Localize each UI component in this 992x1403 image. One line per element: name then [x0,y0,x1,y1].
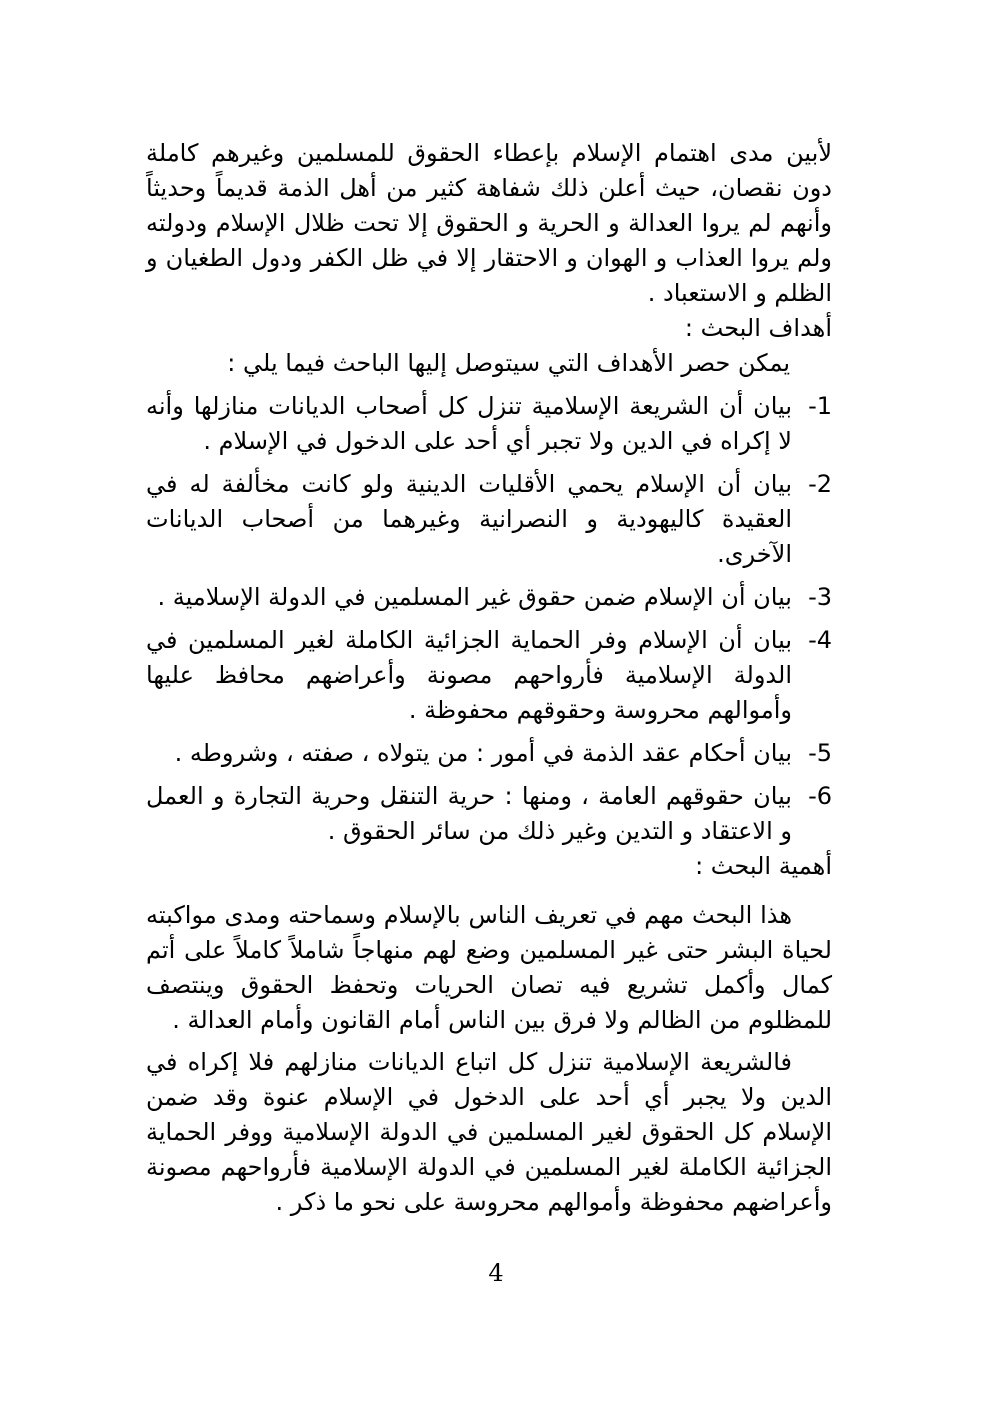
list-item-text: بيان أن الإسلام وفر الحماية الجزائية الكاملة لغير المسلمين في الدولة الإسلامية فأرواحهم مصونة وأعراضهم محافظ عليها وأموالهم محروسة وحقوقهم محفوظة . [146,626,792,724]
importance-heading: أهمية البحث : [695,852,832,880]
list-item [146,779,832,849]
list-item-text: بيان أن الإسلام يحمي الأقليات الدينية ولو كانت مخألفة له في العقيدة كاليهودية و النصرانية وغيرهما من أصحاب الديانات الآخرى. [146,470,792,568]
page-number: 4 [488,1259,504,1287]
list-item [146,389,832,459]
list-item-text: بيان أن الإسلام ضمن حقوق غير المسلمين في الدولة الإسلامية . [157,583,792,611]
list-item-number: -6 [808,782,832,810]
importance-paragraph: فالشريعة الإسلامية تنزل كل اتباع الديانات منازلهم فلا إكراه في الدين ولا يجبر أي أحد على الدخول في الإسلام عنوة وقد ضمن الإسلام كل الحقوق لغير المسلمين في الدولة الإسلامية ووفر الحماية الجزائية الكاملة لغير المسلمين في الدولة الإسلامية فأرواحهم مصونة وأعراضهم محفوظة وأموالهم محروسة على نحو ما ذكر . [146,1048,832,1216]
list-item [146,736,832,771]
document-body [146,136,832,1220]
intro-paragraph: لأبين مدى اهتمام الإسلام بإعطاء الحقوق للمسلمين وغيرهم كاملة دون نقصان، حيث أعلن ذلك شفاهة كثير من أهل الذمة قديماً وحديثاً وأنهم لم يروا العدالة و الحرية و الحقوق إلا تحت ظلال الإسلام ودولته ولم يروا العذاب و الهوان و الاحتقار إلا في ظل الكفر ودول الطغيان و الظلم و الاستعباد . [146,139,832,307]
list-item-text: بيان أحكام عقد الذمة في أمور : من يتولاه ، صفته ، وشروطه . [174,739,792,767]
objectives-list [146,389,832,849]
list-item-text: بيان حقوقهم العامة ، ومنها : حرية التنقل وحرية التجارة و العمل و الاعتقاد و التدين وغير ذلك من سائر الحقوق . [146,782,792,845]
list-item [146,623,832,728]
list-item [146,467,832,572]
list-item-number: -4 [808,626,832,654]
importance-paragraph: هذا البحث مهم في تعريف الناس بالإسلام وسماحته ومدى مواكبته لحياة البشر حتى غير المسلمين وضع لهم منهاجاً شاملاً كاملاً على أتم كمال وأكمل تشريع فيه تصان الحريات وتحفظ الحقوق وينتصف للمظلوم من الظالم ولا فرق بين الناس أمام القانون وأمام العدالة . [146,901,832,1034]
list-item-number: -2 [808,470,832,498]
objectives-heading: أهداف البحث : [684,314,832,342]
list-item-number: -1 [808,392,832,420]
list-item-number: -5 [808,739,832,767]
list-item-number: -3 [808,583,832,611]
objectives-intro: يمكن حصر الأهداف التي سيتوصل إليها الباحث فيما يلي : [227,349,790,377]
list-item-text: بيان أن الشريعة الإسلامية تنزل كل أصحاب الديانات منازلها وأنه لا إكراه في الدين ولا تجبر أي أحد على الدخول في الإسلام . [146,392,792,455]
list-item [146,580,832,615]
